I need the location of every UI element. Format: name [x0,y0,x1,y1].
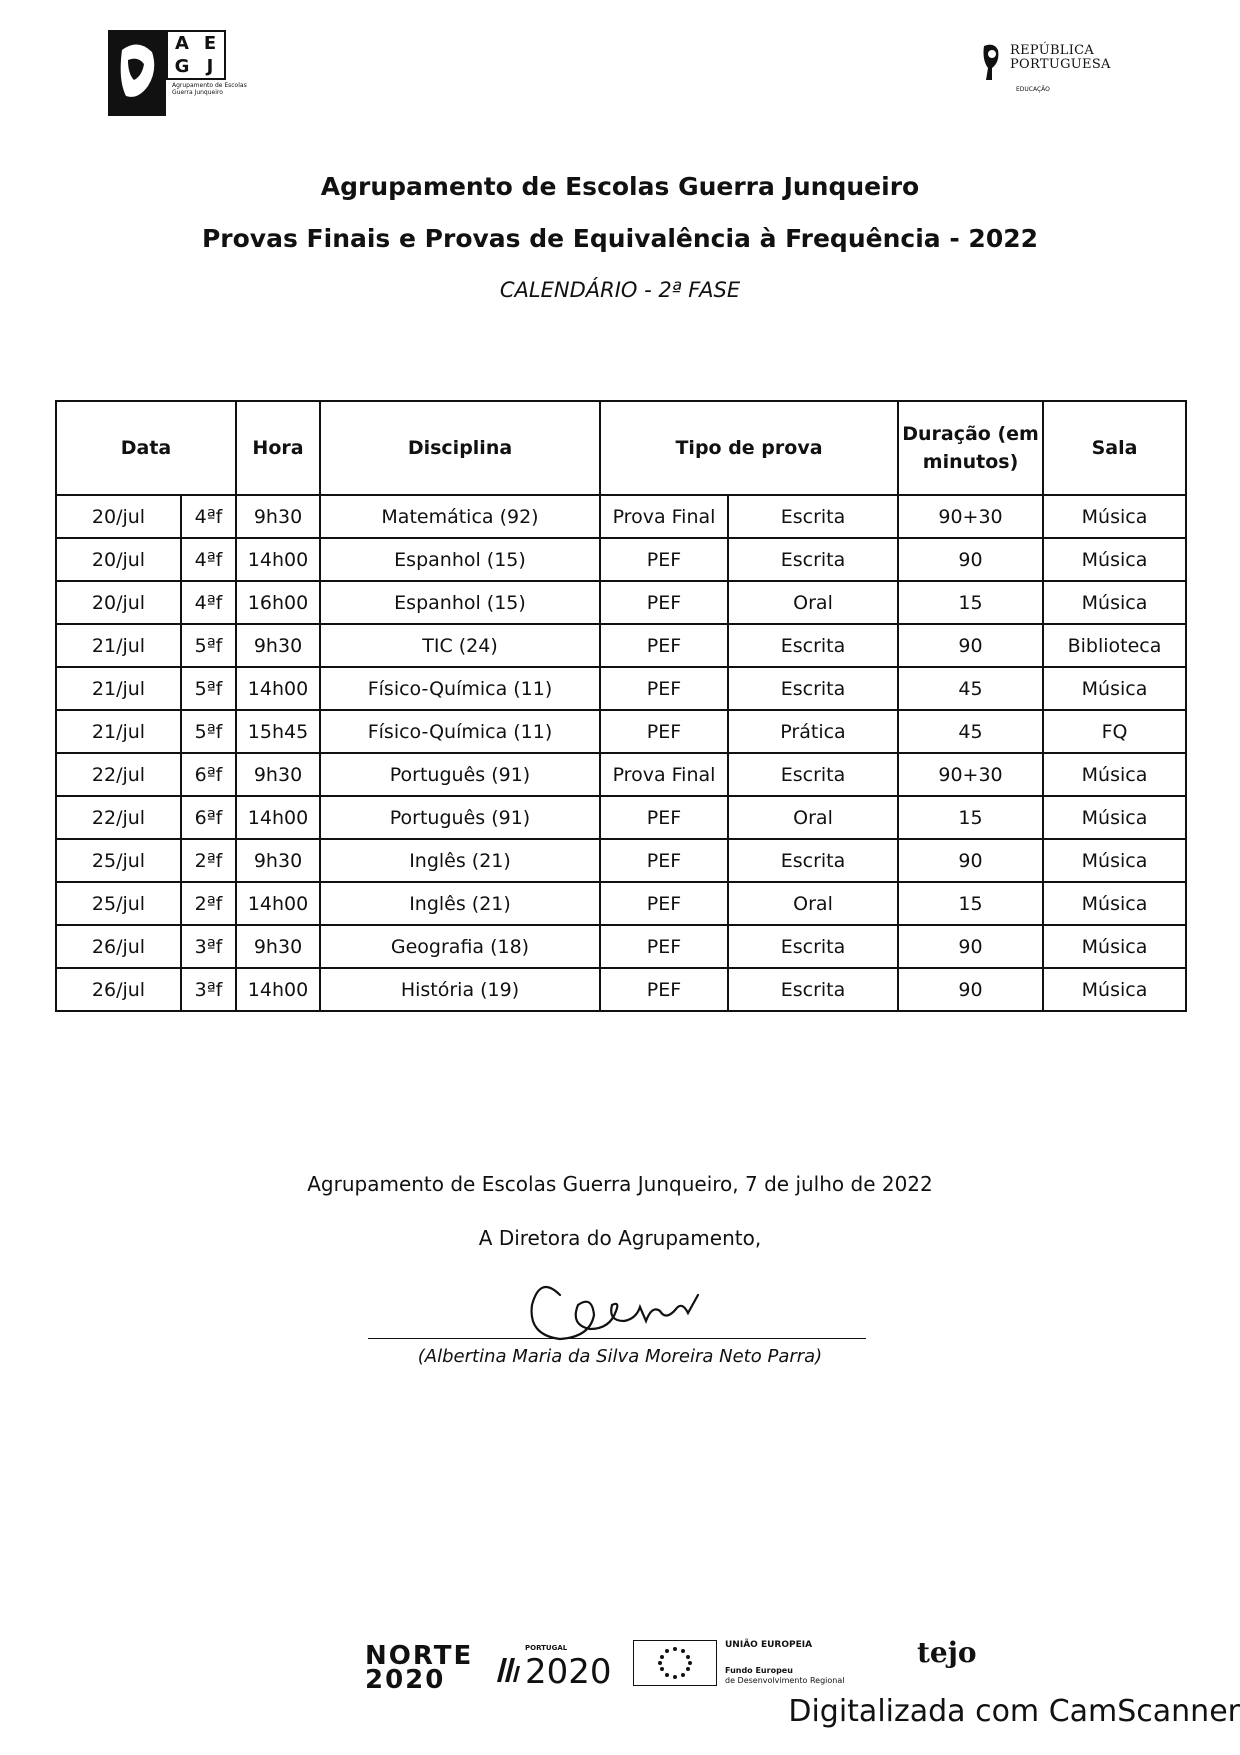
cell-subject: Português (91) [320,796,600,839]
header-tipo-de-prova: Tipo de prova [600,401,898,495]
cell-day: 2ªf [181,882,236,925]
republica-sub: EDUCAÇÃO [1016,86,1050,93]
eu-stars-icon [633,1640,717,1686]
portugal-big: 2020 [525,1652,612,1692]
cell-subject: Físico-Química (11) [320,710,600,753]
table-row [56,624,1186,667]
cell-duration: 45 [898,667,1043,710]
school-title: Agrupamento de Escolas Guerra Junqueiro [320,172,920,201]
logo-letter: G [174,56,190,77]
header-duracao: Duração (em minutos) [898,401,1043,495]
table-row [56,581,1186,624]
cell-hour: 15h45 [236,710,320,753]
cell-type: PEF [600,667,728,710]
cell-room: Música [1043,925,1186,968]
cell-subject: Português (91) [320,753,600,796]
cell-subject: Físico-Química (11) [320,667,600,710]
school-logo [108,30,288,120]
cell-mode: Escrita [728,753,898,796]
table-row [56,925,1186,968]
norte-line: 2020 [365,1665,446,1695]
cell-room: Música [1043,667,1186,710]
norte-2020-logo [365,1641,474,1695]
cell-date: 21/jul [56,667,181,710]
cell-room: Música [1043,882,1186,925]
cell-subject: História (19) [320,968,600,1011]
cell-type: PEF [600,710,728,753]
cell-day: 6ªf [181,753,236,796]
cell-date: 21/jul [56,710,181,753]
cell-date: 22/jul [56,753,181,796]
table-row [56,968,1186,1011]
cell-hour: 14h00 [236,882,320,925]
cell-day: 4ªf [181,495,236,538]
logo-subtitle-line: Agrupamento de Escolas [172,82,247,89]
exams-title: Provas Finais e Provas de Equivalência à Frequência - 2022 [201,224,1039,253]
cell-room: Música [1043,753,1186,796]
cell-type: PEF [600,538,728,581]
ue-title: UNIÃO EUROPEIA [725,1640,813,1650]
table-row [56,753,1186,796]
cell-subject: TIC (24) [320,624,600,667]
portugal-small: PORTUGAL [525,1644,568,1652]
cell-date: 20/jul [56,538,181,581]
cell-duration: 90 [898,624,1043,667]
cell-duration: 90 [898,925,1043,968]
table-row [56,667,1186,710]
cell-date: 20/jul [56,495,181,538]
cell-hour: 9h30 [236,624,320,667]
cell-duration: 90 [898,968,1043,1011]
cell-date: 26/jul [56,968,181,1011]
cell-duration: 15 [898,581,1043,624]
cell-date: 21/jul [56,624,181,667]
ue-line: Fundo Europeu [725,1666,793,1675]
ue-line: de Desenvolvimento Regional [725,1676,845,1685]
table-row [56,710,1186,753]
camscanner-watermark: Digitalizada com CamScanner [788,1694,1240,1729]
republica-portuguesa-logo [980,40,1140,100]
logo-letter: J [206,56,214,77]
cell-subject: Espanhol (15) [320,538,600,581]
cell-hour: 9h30 [236,839,320,882]
cell-duration: 15 [898,882,1043,925]
place-date: Agrupamento de Escolas Guerra Junqueiro, 7 de julho de 2022 [307,1172,933,1196]
table-header-row [56,401,1186,495]
cell-duration: 90 [898,839,1043,882]
cell-room: Música [1043,495,1186,538]
cell-type: PEF [600,624,728,667]
cell-mode: Escrita [728,968,898,1011]
republica-emblem-icon [980,42,1002,82]
cell-hour: 14h00 [236,796,320,839]
cell-room: Música [1043,839,1186,882]
cell-date: 25/jul [56,882,181,925]
cell-duration: 90 [898,538,1043,581]
cell-mode: Oral [728,882,898,925]
cell-day: 3ªf [181,968,236,1011]
cell-hour: 9h30 [236,753,320,796]
cell-type: PEF [600,581,728,624]
cell-mode: Escrita [728,538,898,581]
cell-mode: Prática [728,710,898,753]
cell-type: PEF [600,882,728,925]
cell-room: Biblioteca [1043,624,1186,667]
cell-day: 2ªf [181,839,236,882]
cell-hour: 14h00 [236,538,320,581]
cell-subject: Geografia (18) [320,925,600,968]
cell-mode: Escrita [728,839,898,882]
cell-day: 5ªf [181,710,236,753]
cell-hour: 9h30 [236,495,320,538]
cell-duration: 45 [898,710,1043,753]
phase-title: CALENDÁRIO - 2ª FASE [499,278,741,302]
cell-duration: 90+30 [898,753,1043,796]
director-name: (Albertina Maria da Silva Moreira Neto Parra) [417,1346,823,1367]
republica-line: REPÚBLICA [1010,43,1095,58]
cell-room: Música [1043,796,1186,839]
cell-type: PEF [600,968,728,1011]
logo-letter: E [203,33,217,54]
exam-schedule-table [55,400,1187,1012]
cell-day: 5ªf [181,624,236,667]
cell-subject: Matemática (92) [320,495,600,538]
tejo-logo: tejo [917,1636,977,1669]
cell-room: FQ [1043,710,1186,753]
cell-room: Música [1043,581,1186,624]
cell-type: PEF [600,796,728,839]
logo-subtitle-line: Guerra Junqueiro [172,89,223,96]
cell-subject: Inglês (21) [320,839,600,882]
cell-hour: 14h00 [236,968,320,1011]
cell-room: Música [1043,968,1186,1011]
cell-type: PEF [600,925,728,968]
school-logo-emblem [108,30,166,116]
cell-day: 4ªf [181,581,236,624]
header-disciplina: Disciplina [320,401,600,495]
table-body [56,495,1186,1011]
cell-day: 6ªf [181,796,236,839]
cell-date: 20/jul [56,581,181,624]
signature-line [368,1338,866,1339]
cell-type: PEF [600,839,728,882]
school-logo-subtitle [172,82,282,96]
funding-logos [365,1636,1005,1698]
cell-date: 26/jul [56,925,181,968]
cell-subject: Inglês (21) [320,882,600,925]
portugal-2020-icon [495,1654,521,1684]
cell-hour: 9h30 [236,925,320,968]
cell-type: Prova Final [600,495,728,538]
table-row [56,882,1186,925]
cell-subject: Espanhol (15) [320,581,600,624]
director-title: A Diretora do Agrupamento, [478,1226,762,1250]
cell-type: Prova Final [600,753,728,796]
cell-date: 22/jul [56,796,181,839]
cell-day: 5ªf [181,667,236,710]
cell-mode: Escrita [728,667,898,710]
cell-date: 25/jul [56,839,181,882]
cell-mode: Escrita [728,624,898,667]
cell-day: 3ªf [181,925,236,968]
table-row [56,538,1186,581]
republica-line: PORTUGUESA [1010,57,1111,72]
cell-hour: 14h00 [236,667,320,710]
cell-mode: Escrita [728,925,898,968]
cell-mode: Oral [728,581,898,624]
table-row [56,495,1186,538]
table-row [56,839,1186,882]
cell-duration: 90+30 [898,495,1043,538]
cell-room: Música [1043,538,1186,581]
table-row [56,796,1186,839]
director-signature [520,1265,740,1355]
header-sala: Sala [1043,401,1186,495]
cell-mode: Escrita [728,495,898,538]
uniao-europeia-logo [633,1640,893,1688]
cell-mode: Oral [728,796,898,839]
cell-day: 4ªf [181,538,236,581]
header-hora: Hora [236,401,320,495]
header-data: Data [56,401,236,495]
cell-hour: 16h00 [236,581,320,624]
republica-text [1010,44,1111,72]
norte-line: NORTE [365,1641,474,1671]
logo-letter: A [175,33,189,54]
cell-duration: 15 [898,796,1043,839]
school-logo-letters [166,30,226,80]
